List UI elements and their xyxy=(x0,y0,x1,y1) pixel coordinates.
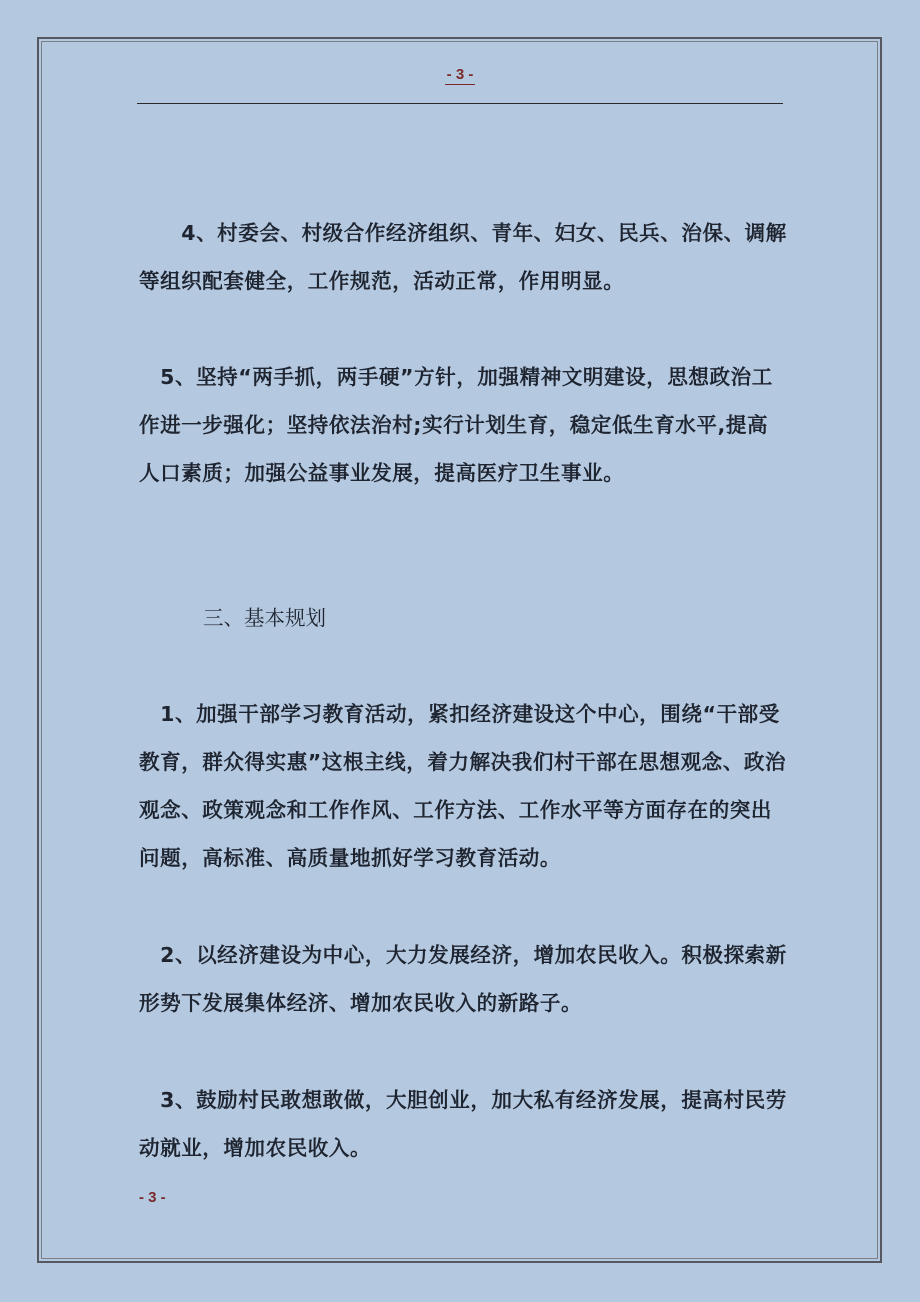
section-heading: 三、基本规划 xyxy=(203,606,326,630)
footer-page-number: - 3 - xyxy=(139,1189,166,1206)
plan-item-2 xyxy=(139,931,787,1027)
paragraph-text: 2、以经济建设为中心，大力发展经济，增加农民收入。积极探索新形势下发展集体经济、增加农民收入的新路子。 xyxy=(139,943,787,1015)
paragraph-text: 5、坚持“两手抓，两手硬”方针，加强精神文明建设，思想政治工作进一步强化；坚持依法治村;实行计划生育，稳定低生育水平,提高人口素质；加强公益事业发展，提高医疗卫生事业。 xyxy=(139,365,773,485)
paragraph-indent xyxy=(139,1088,160,1112)
paragraph-indent xyxy=(139,221,181,245)
paragraph-text: 1、加强干部学习教育活动，紧扣经济建设这个中心，围绕“干部受教育，群众得实惠”这根主线，着力解决我们村干部在思想观念、政治观念、政策观念和工作作风、工作方法、工作水平等方面存在的突出问题，高标准、高质量地抓好学习教育活动。 xyxy=(139,702,787,870)
paragraph-item-4 xyxy=(139,209,787,305)
header-page-number-text: - 3 - xyxy=(446,66,474,83)
paragraph-indent xyxy=(139,702,160,726)
paragraph-text: 3、鼓励村民敢想敢做，大胆创业，加大私有经济发展，提高村民劳动就业，增加农民收入。 xyxy=(139,1088,787,1160)
paragraph-item-5 xyxy=(139,353,787,497)
paragraph-indent xyxy=(139,365,160,389)
plan-item-1 xyxy=(139,690,787,882)
paragraph-text: 4、村委会、村级合作经济组织、青年、妇女、民兵、治保、调解等组织配套健全，工作规范，活动正常，作用明显。 xyxy=(139,221,787,293)
header-divider xyxy=(137,103,783,104)
paragraph-indent xyxy=(139,943,160,967)
header-page-number xyxy=(0,66,920,85)
plan-item-3 xyxy=(139,1076,787,1172)
